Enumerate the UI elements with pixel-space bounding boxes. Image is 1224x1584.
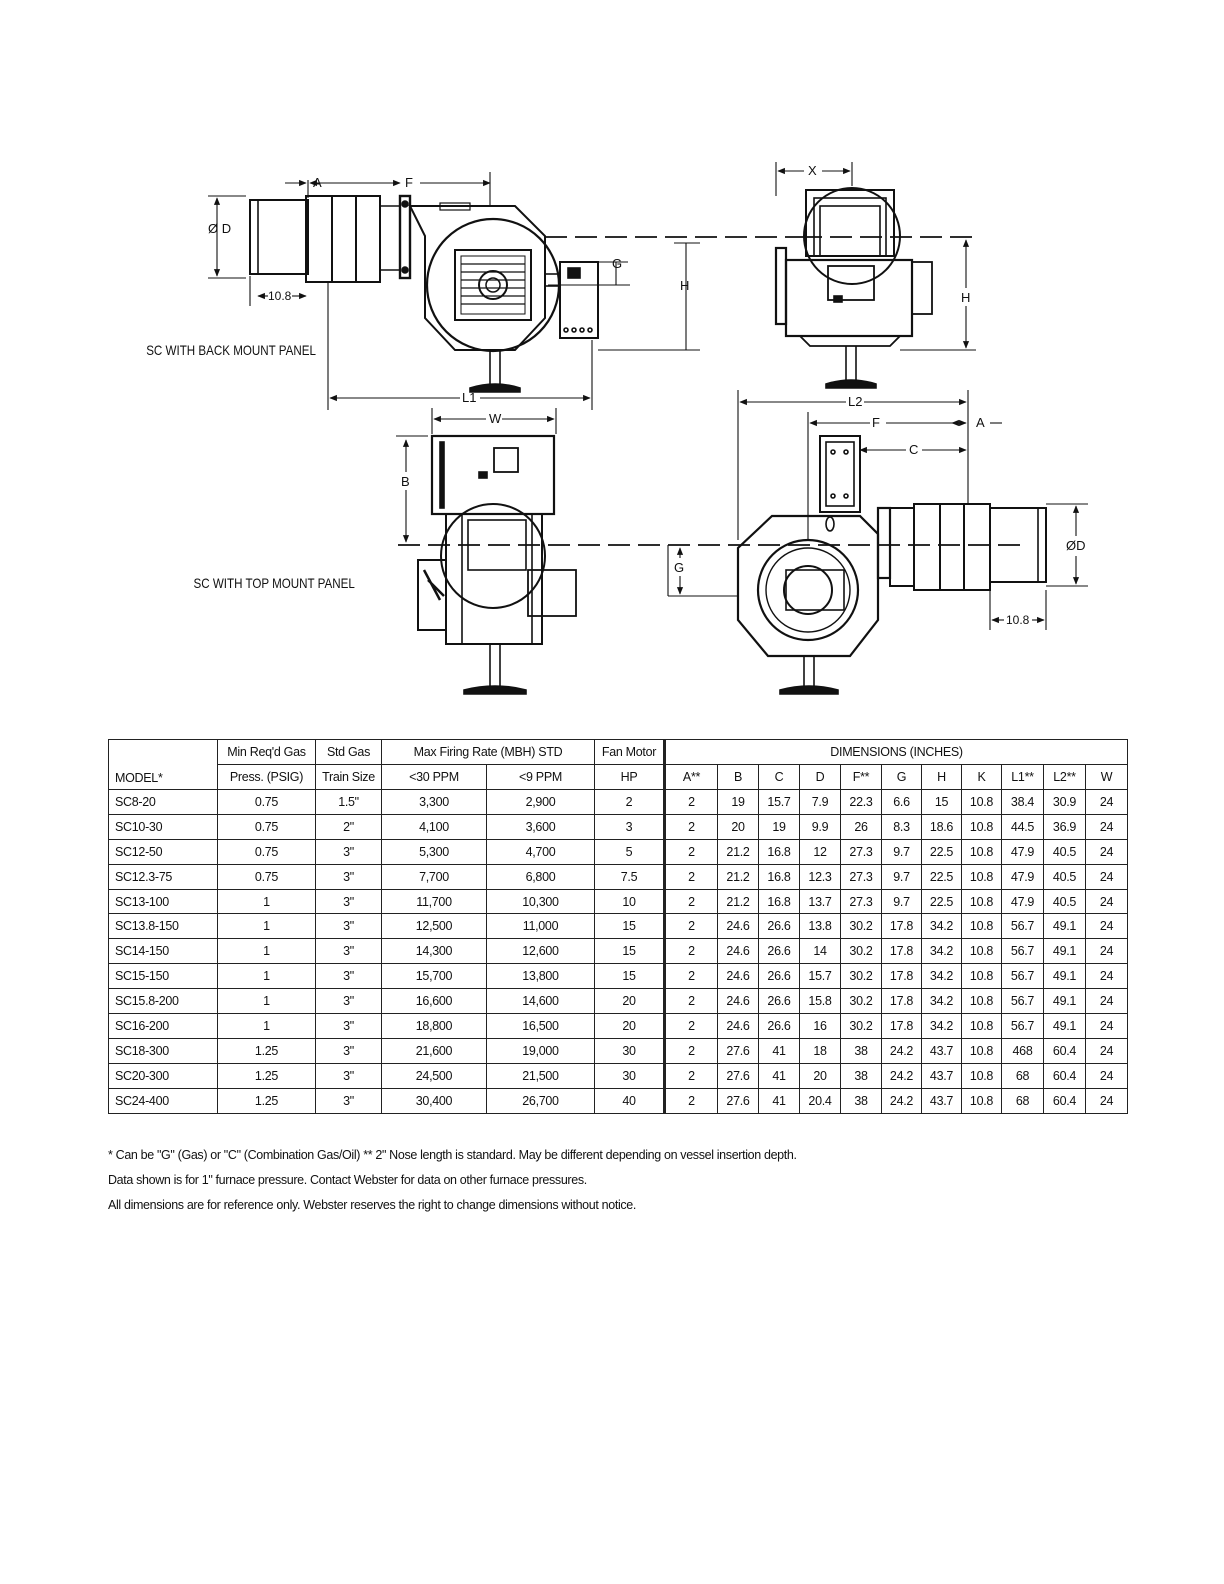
cell-fan-hp: 15 — [595, 914, 665, 939]
cell-ppm30: 24,500 — [382, 1063, 487, 1088]
cell-fan-hp: 30 — [595, 1063, 665, 1088]
cell-dim: 18.6 — [922, 814, 962, 839]
cell-fan-hp: 15 — [595, 939, 665, 964]
col-header-dims: DIMENSIONS (INCHES) — [665, 740, 1128, 765]
cell-dim: 22.3 — [841, 790, 882, 815]
cell-train: 3" — [316, 839, 382, 864]
cell-train: 3" — [316, 889, 382, 914]
cell-dim: 34.2 — [922, 989, 962, 1014]
dim-f-label: F — [405, 175, 413, 190]
cell-dim: 2 — [665, 989, 718, 1014]
cell-dim: 15.8 — [800, 989, 841, 1014]
cell-dim: 21.2 — [718, 889, 759, 914]
cell-dim: 9.7 — [882, 889, 922, 914]
cell-dim: 24 — [1086, 839, 1128, 864]
cell-fan-hp: 20 — [595, 1014, 665, 1039]
cell-ppm9: 26,700 — [487, 1088, 595, 1113]
cell-ppm30: 3,300 — [382, 790, 487, 815]
cell-dim: 16.8 — [759, 864, 800, 889]
cell-dim: 49.1 — [1044, 939, 1086, 964]
cell-dim: 24 — [1086, 1038, 1128, 1063]
dim-a-label: A — [313, 175, 322, 190]
cell-dim: 12 — [800, 839, 841, 864]
cell-ppm30: 30,400 — [382, 1088, 487, 1113]
cell-dim: 16.8 — [759, 889, 800, 914]
col-header-dim: F** — [841, 765, 882, 790]
cell-dim: 34.2 — [922, 1014, 962, 1039]
cell-dim: 27.3 — [841, 889, 882, 914]
cell-gas-press: 1 — [218, 889, 316, 914]
cell-dim: 19 — [718, 790, 759, 815]
table-row — [109, 864, 1128, 889]
table-row — [109, 839, 1128, 864]
cell-dim: 26.6 — [759, 989, 800, 1014]
cell-train: 3" — [316, 914, 382, 939]
col-header-dim: L2** — [1044, 765, 1086, 790]
col-header-dim: G — [882, 765, 922, 790]
cell-fan-hp: 30 — [595, 1038, 665, 1063]
cell-dim: 10.8 — [962, 814, 1002, 839]
back-mount-labels — [146, 175, 689, 405]
cell-dim: 30.2 — [841, 914, 882, 939]
cell-dim: 41 — [759, 1063, 800, 1088]
cell-dim: 2 — [665, 864, 718, 889]
cell-dim: 6.6 — [882, 790, 922, 815]
cell-dim: 17.8 — [882, 989, 922, 1014]
cell-dim: 15 — [922, 790, 962, 815]
cell-train: 1.5" — [316, 790, 382, 815]
cell-gas-press: 1 — [218, 939, 316, 964]
cell-ppm9: 21,500 — [487, 1063, 595, 1088]
col-header-dim: L1** — [1002, 765, 1044, 790]
table-row — [109, 1014, 1128, 1039]
cell-ppm30: 7,700 — [382, 864, 487, 889]
cell-dim: 24.6 — [718, 989, 759, 1014]
cell-dim: 49.1 — [1044, 964, 1086, 989]
cell-dim: 10.8 — [962, 839, 1002, 864]
col-header-fan-2: HP — [595, 765, 665, 790]
cell-dim: 2 — [665, 1014, 718, 1039]
dim-f2-label: F — [872, 415, 880, 430]
col-header-dim: W — [1086, 765, 1128, 790]
cell-gas-press: 0.75 — [218, 814, 316, 839]
side-view — [776, 188, 932, 388]
cell-dim: 2 — [665, 1088, 718, 1113]
back-mount-view — [250, 196, 598, 392]
cell-ppm9: 16,500 — [487, 1014, 595, 1039]
cell-model: SC15-150 — [109, 964, 218, 989]
cell-dim: 13.8 — [800, 914, 841, 939]
cell-ppm30: 11,700 — [382, 889, 487, 914]
cell-ppm9: 12,600 — [487, 939, 595, 964]
cell-dim: 19 — [759, 814, 800, 839]
top-side-labels — [674, 394, 1086, 627]
cell-dim: 24 — [1086, 889, 1128, 914]
cell-dim: 17.8 — [882, 939, 922, 964]
cell-dim: 43.7 — [922, 1038, 962, 1063]
footnote-2: Data shown is for 1" furnace pressure. Contact Webster for data on other furnace pressures. — [108, 1173, 587, 1187]
cell-ppm9: 2,900 — [487, 790, 595, 815]
cell-dim: 30.2 — [841, 939, 882, 964]
cell-fan-hp: 15 — [595, 964, 665, 989]
cell-dim: 9.7 — [882, 839, 922, 864]
cell-dim: 16.8 — [759, 839, 800, 864]
cell-dim: 2 — [665, 1063, 718, 1088]
cell-dim: 49.1 — [1044, 989, 1086, 1014]
cell-dim: 36.9 — [1044, 814, 1086, 839]
cell-model: SC8-20 — [109, 790, 218, 815]
col-header-dim: D — [800, 765, 841, 790]
burner-drawings — [0, 0, 1224, 730]
cell-dim: 15.7 — [800, 964, 841, 989]
cell-dim: 24 — [1086, 1063, 1128, 1088]
col-header-firing: Max Firing Rate (MBH) STD — [382, 740, 595, 765]
dim-od2-label: ØD — [1066, 538, 1086, 553]
dim-h-label: H — [680, 278, 690, 293]
cell-ppm9: 11,000 — [487, 914, 595, 939]
cell-dim: 24 — [1086, 914, 1128, 939]
cell-ppm9: 19,000 — [487, 1038, 595, 1063]
cell-gas-press: 1 — [218, 1014, 316, 1039]
spec-table — [108, 739, 1128, 1114]
dim-b-label: B — [401, 474, 410, 489]
cell-dim: 60.4 — [1044, 1088, 1086, 1113]
cell-dim: 10.8 — [962, 964, 1002, 989]
back-mount-caption: SC WITH BACK MOUNT PANEL — [146, 343, 316, 359]
dim-c-label: C — [909, 442, 919, 457]
cell-dim: 38 — [841, 1038, 882, 1063]
cell-ppm9: 4,700 — [487, 839, 595, 864]
cell-dim: 30.2 — [841, 1014, 882, 1039]
dim-od-label: Ø D — [208, 221, 232, 236]
cell-train: 3" — [316, 989, 382, 1014]
cell-dim: 22.5 — [922, 889, 962, 914]
dim-h2-label: H — [961, 290, 971, 305]
cell-ppm9: 10,300 — [487, 889, 595, 914]
footnotes — [108, 1146, 797, 1221]
cell-ppm9: 13,800 — [487, 964, 595, 989]
table-row — [109, 964, 1128, 989]
cell-dim: 47.9 — [1002, 864, 1044, 889]
cell-dim: 22.5 — [922, 864, 962, 889]
cell-dim: 21.2 — [718, 864, 759, 889]
cell-dim: 56.7 — [1002, 989, 1044, 1014]
cell-train: 3" — [316, 1038, 382, 1063]
dim-l2-label: L2 — [848, 394, 863, 409]
cell-dim: 30.2 — [841, 989, 882, 1014]
col-header-dim: C — [759, 765, 800, 790]
cell-dim: 60.4 — [1044, 1063, 1086, 1088]
cell-dim: 24.6 — [718, 964, 759, 989]
cell-fan-hp: 20 — [595, 989, 665, 1014]
cell-dim: 34.2 — [922, 939, 962, 964]
cell-dim: 15.7 — [759, 790, 800, 815]
col-header-dim: K — [962, 765, 1002, 790]
cell-dim: 41 — [759, 1088, 800, 1113]
dim-l1-label: L1 — [462, 390, 477, 405]
cell-model: SC14-150 — [109, 939, 218, 964]
cell-dim: 24 — [1086, 989, 1128, 1014]
table-row — [109, 790, 1128, 815]
cell-dim: 24 — [1086, 1014, 1128, 1039]
dim-g2-label: G — [674, 560, 685, 575]
table-row — [109, 989, 1128, 1014]
cell-model: SC12.3-75 — [109, 864, 218, 889]
cell-dim: 7.9 — [800, 790, 841, 815]
cell-dim: 26 — [841, 814, 882, 839]
top-side-view — [738, 436, 1046, 694]
cell-dim: 20 — [800, 1063, 841, 1088]
cell-ppm30: 15,700 — [382, 964, 487, 989]
cell-dim: 26.6 — [759, 939, 800, 964]
cell-dim: 468 — [1002, 1038, 1044, 1063]
cell-fan-hp: 2 — [595, 790, 665, 815]
table-row — [109, 814, 1128, 839]
cell-dim: 10.8 — [962, 864, 1002, 889]
cell-gas-press: 1 — [218, 914, 316, 939]
table-row — [109, 1038, 1128, 1063]
cell-dim: 24.6 — [718, 1014, 759, 1039]
top-mount-caption: SC WITH TOP MOUNT PANEL — [193, 576, 355, 592]
cell-dim: 68 — [1002, 1088, 1044, 1113]
cell-fan-hp: 3 — [595, 814, 665, 839]
cell-dim: 43.7 — [922, 1063, 962, 1088]
cell-dim: 44.5 — [1002, 814, 1044, 839]
cell-fan-hp: 5 — [595, 839, 665, 864]
cell-dim: 47.9 — [1002, 839, 1044, 864]
cell-fan-hp: 7.5 — [595, 864, 665, 889]
cell-gas-press: 1.25 — [218, 1038, 316, 1063]
col-header-ppm9: <9 PPM — [487, 765, 595, 790]
cell-dim: 10.8 — [962, 989, 1002, 1014]
cell-model: SC20-300 — [109, 1063, 218, 1088]
col-header-gas-press: Min Req'd Gas — [218, 740, 316, 765]
cell-dim: 26.6 — [759, 964, 800, 989]
cell-dim: 24 — [1086, 1088, 1128, 1113]
cell-dim: 56.7 — [1002, 914, 1044, 939]
header-row-2 — [109, 765, 1128, 790]
cell-dim: 24 — [1086, 814, 1128, 839]
cell-dim: 27.3 — [841, 839, 882, 864]
cell-gas-press: 1 — [218, 989, 316, 1014]
cell-dim: 20.4 — [800, 1088, 841, 1113]
cell-dim: 2 — [665, 1038, 718, 1063]
cell-dim: 43.7 — [922, 1088, 962, 1113]
dim-nose2-label: 10.8 — [1006, 613, 1030, 627]
cell-dim: 24.6 — [718, 939, 759, 964]
cell-dim: 49.1 — [1044, 1014, 1086, 1039]
cell-ppm30: 5,300 — [382, 839, 487, 864]
cell-dim: 10.8 — [962, 1038, 1002, 1063]
table-row — [109, 889, 1128, 914]
cell-dim: 40.5 — [1044, 839, 1086, 864]
cell-dim: 20 — [718, 814, 759, 839]
col-header-train: Std Gas — [316, 740, 382, 765]
cell-dim: 2 — [665, 889, 718, 914]
dim-g-label: G — [612, 256, 623, 271]
cell-dim: 56.7 — [1002, 964, 1044, 989]
cell-dim: 2 — [665, 939, 718, 964]
cell-dim: 68 — [1002, 1063, 1044, 1088]
cell-train: 3" — [316, 1014, 382, 1039]
cell-gas-press: 0.75 — [218, 790, 316, 815]
cell-dim: 27.3 — [841, 864, 882, 889]
cell-dim: 38.4 — [1002, 790, 1044, 815]
col-header-model: MODEL* — [109, 740, 218, 790]
cell-dim: 17.8 — [882, 1014, 922, 1039]
cell-dim: 41 — [759, 1038, 800, 1063]
cell-dim: 34.2 — [922, 914, 962, 939]
cell-ppm9: 3,600 — [487, 814, 595, 839]
cell-dim: 17.8 — [882, 964, 922, 989]
cell-dim: 49.1 — [1044, 914, 1086, 939]
dim-a2-label: A — [976, 415, 985, 430]
cell-dim: 12.3 — [800, 864, 841, 889]
cell-dim: 56.7 — [1002, 1014, 1044, 1039]
cell-ppm9: 14,600 — [487, 989, 595, 1014]
cell-dim: 27.6 — [718, 1063, 759, 1088]
col-header-dim: H — [922, 765, 962, 790]
cell-dim: 10.8 — [962, 889, 1002, 914]
cell-dim: 2 — [665, 839, 718, 864]
cell-dim: 24.2 — [882, 1088, 922, 1113]
cell-train: 3" — [316, 1088, 382, 1113]
top-mount-view — [418, 436, 576, 694]
cell-train: 2" — [316, 814, 382, 839]
cell-dim: 40.5 — [1044, 864, 1086, 889]
cell-dim: 56.7 — [1002, 939, 1044, 964]
cell-dim: 38 — [841, 1063, 882, 1088]
cell-dim: 24.2 — [882, 1063, 922, 1088]
cell-dim: 10.8 — [962, 914, 1002, 939]
cell-dim: 10.8 — [962, 790, 1002, 815]
cell-model: SC13.8-150 — [109, 914, 218, 939]
cell-dim: 2 — [665, 790, 718, 815]
table-row — [109, 914, 1128, 939]
cell-dim: 30.9 — [1044, 790, 1086, 815]
cell-dim: 14 — [800, 939, 841, 964]
dim-x-label: X — [808, 163, 817, 178]
cell-train: 3" — [316, 1063, 382, 1088]
cell-dim: 2 — [665, 964, 718, 989]
cell-ppm30: 18,800 — [382, 1014, 487, 1039]
cell-dim: 13.7 — [800, 889, 841, 914]
cell-dim: 10.8 — [962, 1063, 1002, 1088]
col-header-ppm30: <30 PPM — [382, 765, 487, 790]
col-header-dim: A** — [665, 765, 718, 790]
cell-model: SC16-200 — [109, 1014, 218, 1039]
cell-gas-press: 1 — [218, 964, 316, 989]
cell-dim: 2 — [665, 914, 718, 939]
cell-dim: 10.8 — [962, 939, 1002, 964]
cell-dim: 40.5 — [1044, 889, 1086, 914]
cell-dim: 21.2 — [718, 839, 759, 864]
col-header-gas-press-2: Press. (PSIG) — [218, 765, 316, 790]
cell-ppm30: 4,100 — [382, 814, 487, 839]
cell-ppm9: 6,800 — [487, 864, 595, 889]
cell-dim: 34.2 — [922, 964, 962, 989]
cell-dim: 9.7 — [882, 864, 922, 889]
cell-train: 3" — [316, 939, 382, 964]
cell-gas-press: 0.75 — [218, 839, 316, 864]
cell-dim: 22.5 — [922, 839, 962, 864]
cell-model: SC10-30 — [109, 814, 218, 839]
cell-model: SC15.8-200 — [109, 989, 218, 1014]
col-header-fan: Fan Motor — [595, 740, 665, 765]
header-row-1 — [109, 740, 1128, 765]
cell-ppm30: 12,500 — [382, 914, 487, 939]
cell-dim: 16 — [800, 1014, 841, 1039]
table-row — [109, 1088, 1128, 1113]
cell-model: SC18-300 — [109, 1038, 218, 1063]
cell-dim: 24 — [1086, 939, 1128, 964]
cell-dim: 26.6 — [759, 1014, 800, 1039]
cell-dim: 8.3 — [882, 814, 922, 839]
table-row — [109, 1063, 1128, 1088]
cell-dim: 17.8 — [882, 914, 922, 939]
cell-dim: 18 — [800, 1038, 841, 1063]
cell-dim: 9.9 — [800, 814, 841, 839]
cell-gas-press: 1.25 — [218, 1088, 316, 1113]
cell-model: SC24-400 — [109, 1088, 218, 1113]
footnote-1: * Can be "G" (Gas) or "C" (Combination Gas/Oil) ** 2" Nose length is standard. May be different depending on vessel insertion depth. — [108, 1148, 797, 1162]
cell-fan-hp: 10 — [595, 889, 665, 914]
footnote-3: All dimensions are for reference only. Webster reserves the right to change dimensions without notice. — [108, 1198, 637, 1212]
cell-dim: 30.2 — [841, 964, 882, 989]
cell-dim: 24 — [1086, 864, 1128, 889]
cell-train: 3" — [316, 864, 382, 889]
cell-gas-press: 1.25 — [218, 1063, 316, 1088]
table-row — [109, 939, 1128, 964]
cell-dim: 10.8 — [962, 1014, 1002, 1039]
cell-dim: 26.6 — [759, 914, 800, 939]
cell-gas-press: 0.75 — [218, 864, 316, 889]
cell-model: SC13-100 — [109, 889, 218, 914]
cell-dim: 60.4 — [1044, 1038, 1086, 1063]
cell-ppm30: 16,600 — [382, 989, 487, 1014]
cell-dim: 2 — [665, 814, 718, 839]
spec-table-body — [109, 790, 1128, 1114]
cell-dim: 24.6 — [718, 914, 759, 939]
cell-ppm30: 14,300 — [382, 939, 487, 964]
cell-ppm30: 21,600 — [382, 1038, 487, 1063]
cell-dim: 27.6 — [718, 1088, 759, 1113]
cell-dim: 24 — [1086, 790, 1128, 815]
col-header-dim: B — [718, 765, 759, 790]
cell-fan-hp: 40 — [595, 1088, 665, 1113]
cell-dim: 10.8 — [962, 1088, 1002, 1113]
cell-dim: 27.6 — [718, 1038, 759, 1063]
cell-dim: 24 — [1086, 964, 1128, 989]
side-view-labels — [808, 163, 970, 305]
top-mount-labels — [194, 411, 503, 591]
cell-dim: 24.2 — [882, 1038, 922, 1063]
cell-dim: 47.9 — [1002, 889, 1044, 914]
cell-model: SC12-50 — [109, 839, 218, 864]
cell-train: 3" — [316, 964, 382, 989]
col-header-train-2: Train Size — [316, 765, 382, 790]
cell-dim: 38 — [841, 1088, 882, 1113]
dim-nose-label: 10.8 — [268, 289, 292, 303]
dim-w-label: W — [489, 411, 502, 426]
